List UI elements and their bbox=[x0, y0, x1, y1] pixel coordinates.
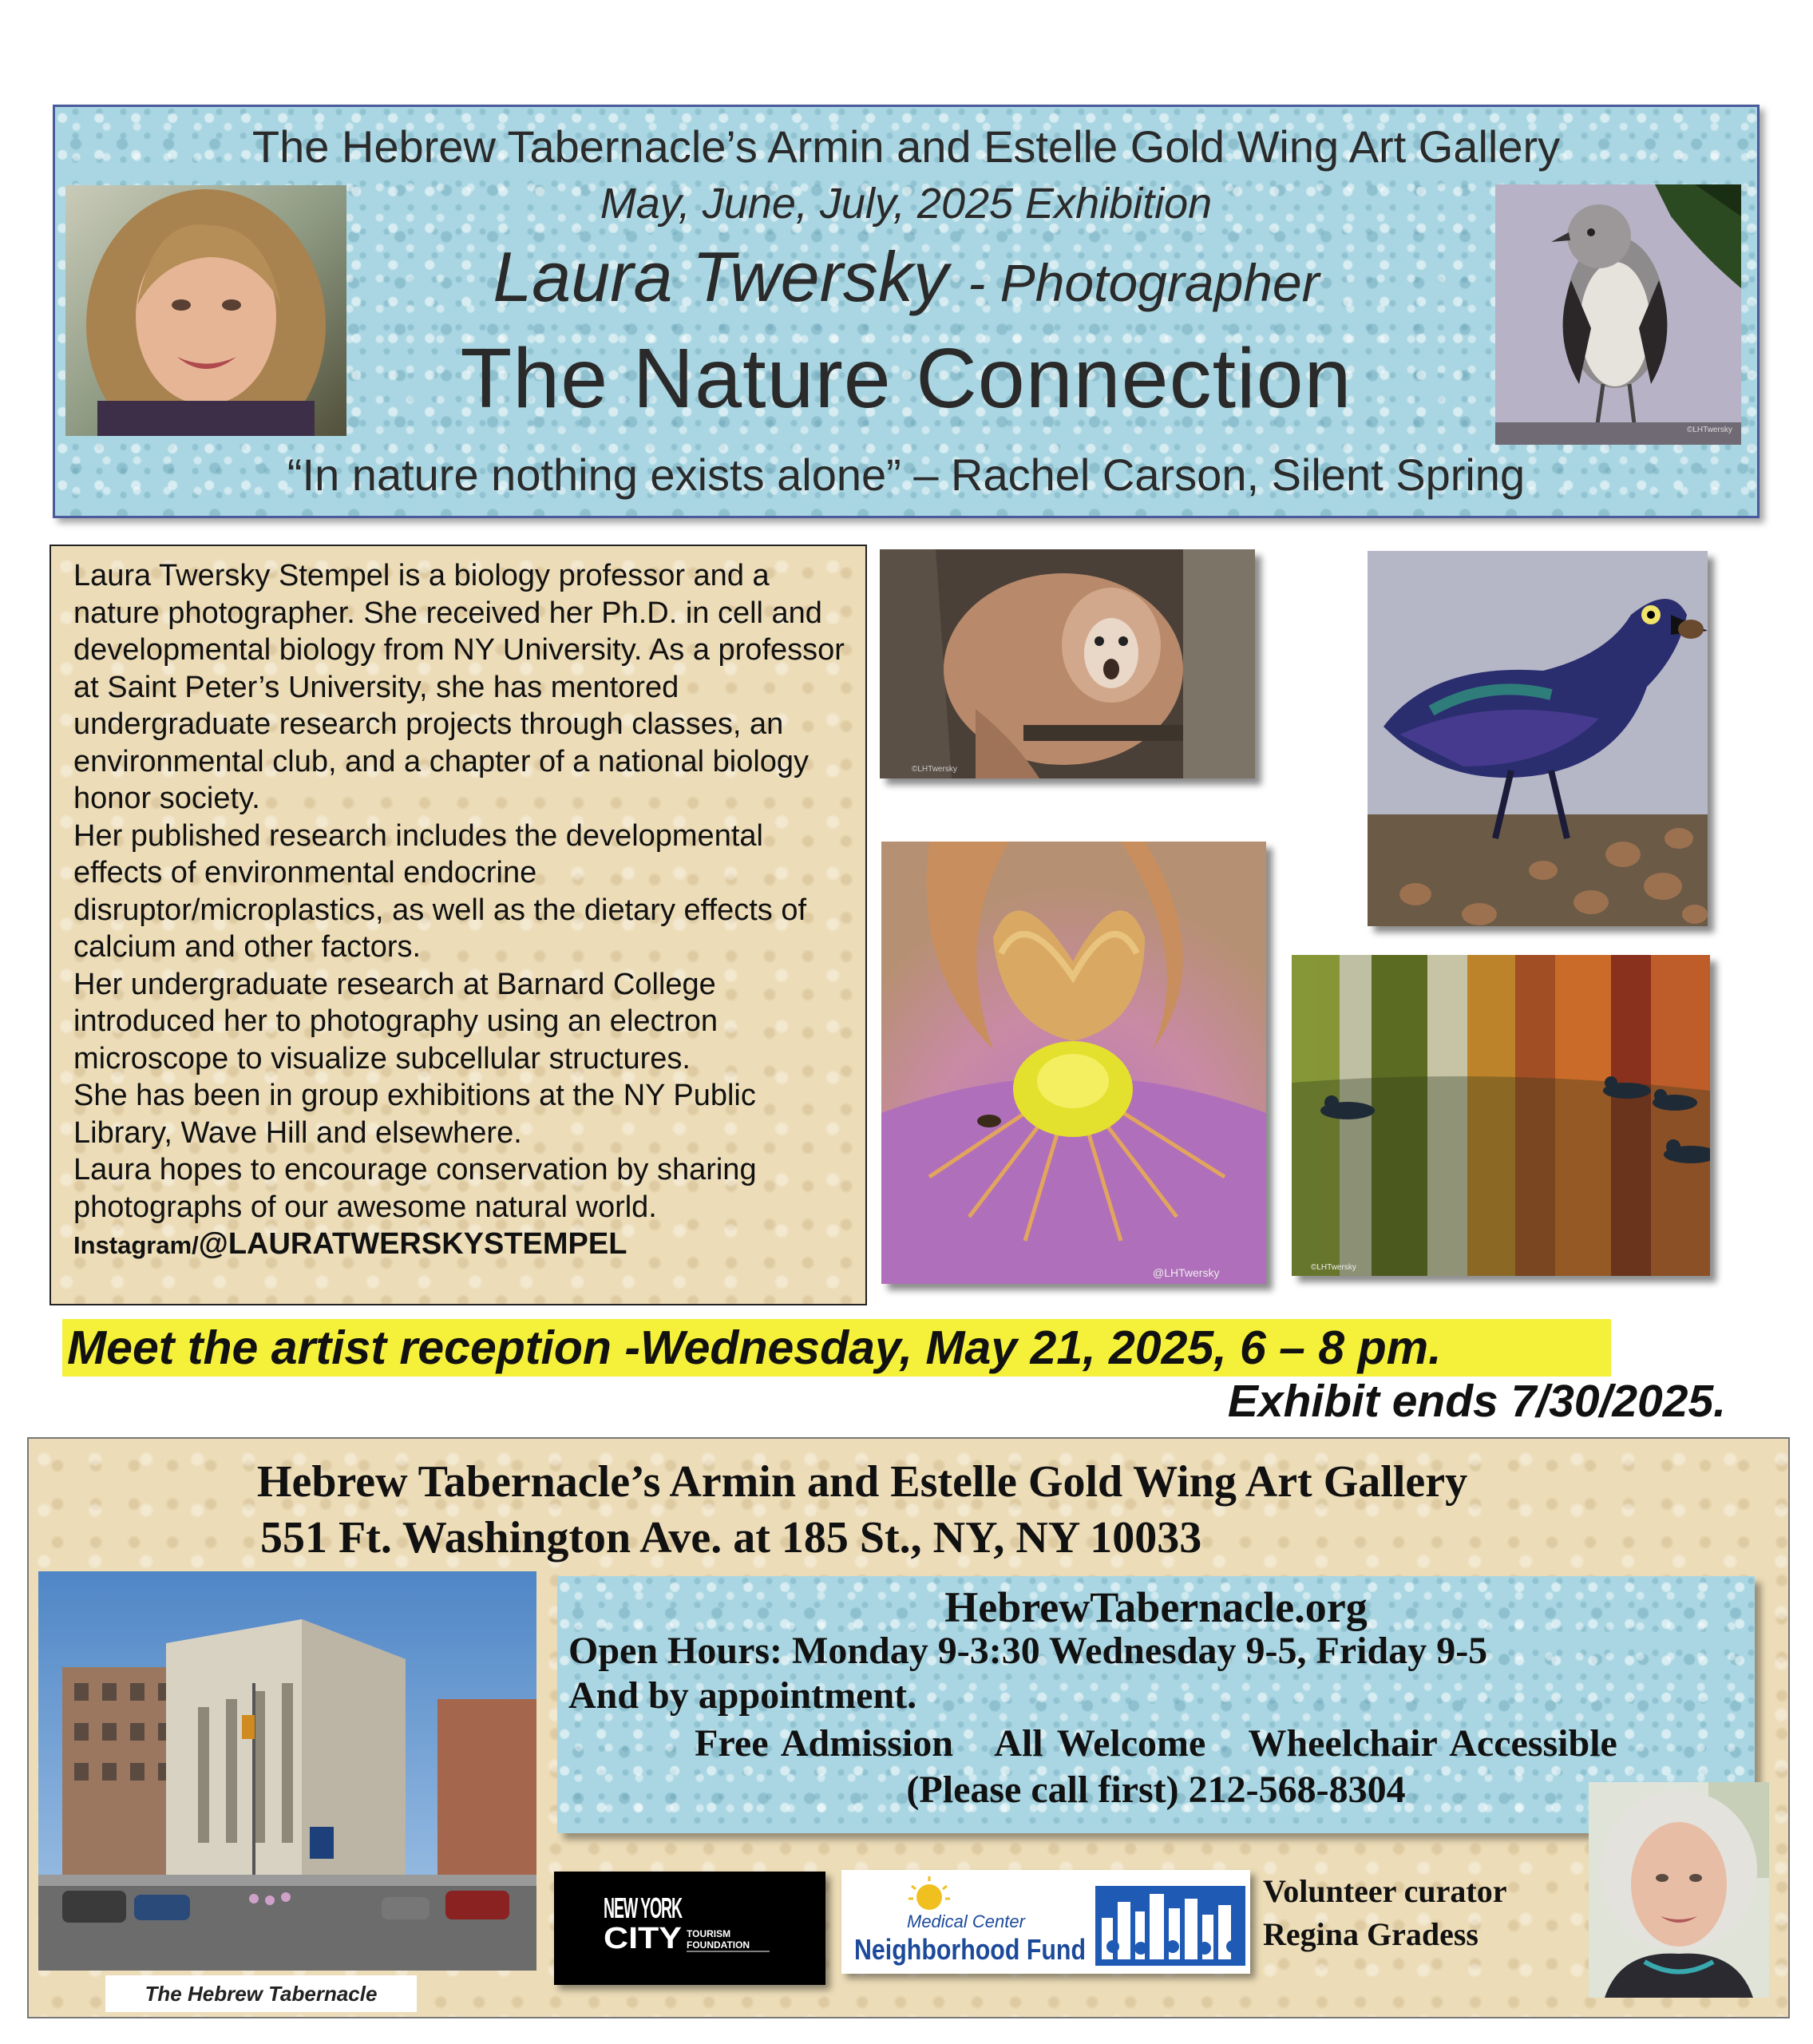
venue-address: 551 Ft. Washington Ave. at 185 St., NY, NY 10033 bbox=[260, 1513, 1202, 1563]
open-hours: Open Hours: Monday 9-3:30 Wednesday 9-5, Friday 9-5 bbox=[568, 1630, 1488, 1672]
artist-bio bbox=[49, 545, 867, 1305]
ducks-pond-photo bbox=[1292, 955, 1710, 1276]
exhibition-dates: May, June, July, 2025 Exhibition bbox=[600, 180, 1213, 228]
bio-paragraph bbox=[73, 1151, 848, 1265]
mockingbird-watermark: ©LHTwersky bbox=[1687, 426, 1732, 434]
grackle-photo bbox=[1368, 551, 1708, 926]
curator-credit bbox=[1263, 1870, 1507, 1956]
curator-portrait bbox=[1589, 1782, 1769, 1998]
phone-number: (Please call first) 212-568-8304 bbox=[906, 1769, 1406, 1811]
artist-name: Laura Twersky bbox=[493, 237, 948, 316]
iris-flower-photo bbox=[881, 842, 1266, 1284]
tamarin-monkey-photo bbox=[880, 549, 1255, 778]
nyc-tourism-logo bbox=[554, 1872, 825, 1985]
website-link[interactable]: HebrewTabernacle.org bbox=[944, 1583, 1368, 1631]
iris-watermark: @LHTwersky bbox=[1153, 1266, 1220, 1279]
quote: “In nature nothing exists alone” – Rachel Carson, Silent Spring bbox=[287, 450, 1526, 500]
curator-role: Volunteer curator bbox=[1263, 1873, 1507, 1909]
venue-features: Free Admission All Welcome Wheelchair Accessible bbox=[695, 1722, 1617, 1765]
nyc-logo-sub2: FOUNDATION bbox=[687, 1939, 750, 1951]
nyc-logo-top: NEW YORK bbox=[604, 1891, 683, 1924]
neighborhood-logo-small: Medical Center bbox=[907, 1911, 1025, 1931]
bio-paragraph: Her undergraduate research at Barnard College introduced her to photography using an electron microscope to visualize subcellular structures. bbox=[73, 967, 718, 1075]
instagram-handle: @LAURATWERSKYSTEMPEL bbox=[198, 1227, 627, 1261]
nyc-logo-bottom: CITY bbox=[604, 1922, 682, 1955]
show-title: The Nature Connection bbox=[460, 331, 1352, 426]
instagram-link[interactable] bbox=[73, 1227, 627, 1261]
bio-paragraph: Laura Twersky Stempel is a biology professor and a nature photographer. She received her Ph.D. in cell and developmental biology from NY University. As a professor at Saint Peter’s University, she has mentored undergraduate research projects through classes, an environmental club, and a chapter of a national biology honor society. bbox=[73, 559, 845, 815]
reception-banner: Meet the artist reception -Wednesday, May 21, 2025, 6 – 8 pm. bbox=[62, 1319, 1611, 1377]
neighborhood-fund-logo bbox=[841, 1870, 1250, 1974]
neighborhood-logo-main: Neighborhood Fund bbox=[854, 1933, 1086, 1966]
nyc-logo-sub1: TOURISM bbox=[687, 1928, 731, 1939]
bio-paragraph: Her published research includes the developmental effects of environmental endocrine disruptor/microplastics, as well as the dietary effects of calcium and other factors. bbox=[73, 818, 807, 964]
venue-info-panel bbox=[27, 1437, 1790, 2018]
ducks-watermark: ©LHTwersky bbox=[1311, 1263, 1356, 1272]
building-caption: The Hebrew Tabernacle bbox=[105, 1975, 417, 2012]
artist-role: - Photographer bbox=[968, 253, 1320, 312]
exhibit-end-date: Exhibit ends 7/30/2025. bbox=[1227, 1376, 1726, 1427]
monkey-watermark: ©LHTwersky bbox=[912, 765, 957, 774]
mockingbird-photo bbox=[1495, 184, 1741, 445]
bio-closing: Laura hopes to encourage conservation by sharing photographs of our awesome natural world. bbox=[73, 1153, 757, 1224]
appointment-note: And by appointment. bbox=[568, 1674, 917, 1717]
artist-portrait bbox=[65, 185, 346, 436]
building-photo bbox=[38, 1571, 536, 1971]
venue-name: Hebrew Tabernacle’s Armin and Estelle Gold Wing Art Gallery bbox=[256, 1457, 1468, 1507]
bio-paragraph: She has been in group exhibitions at the NY Public Library, Wave Hill and elsewhere. bbox=[73, 1079, 756, 1150]
gallery-title: The Hebrew Tabernacle’s Armin and Estelle Gold Wing Art Gallery bbox=[251, 121, 1561, 172]
curator-name: Regina Gradess bbox=[1263, 1916, 1479, 1952]
visit-info-box bbox=[557, 1576, 1755, 1833]
instagram-prefix: Instagram/ bbox=[73, 1231, 199, 1259]
